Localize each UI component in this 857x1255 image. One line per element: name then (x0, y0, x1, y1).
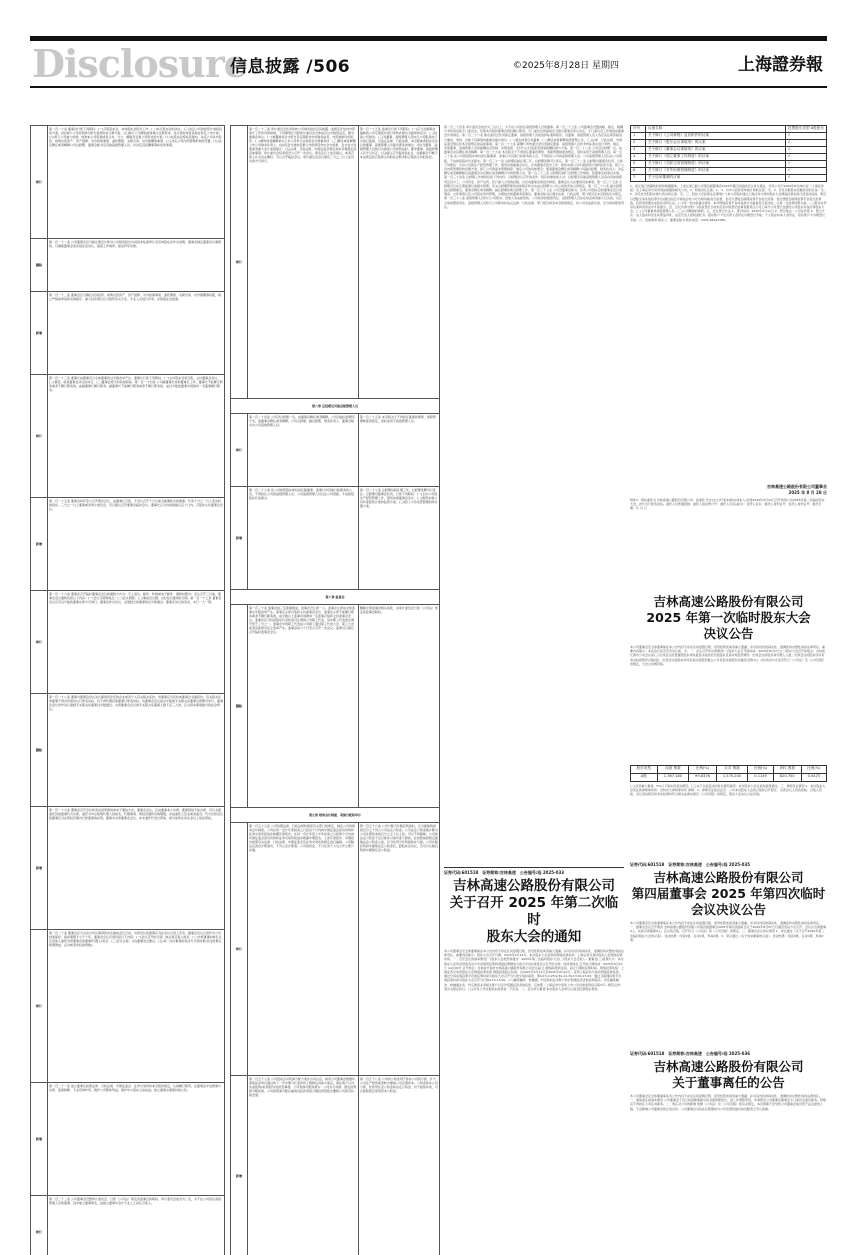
comparison-table-middle (230, 125, 440, 1255)
proposal-table: 序号 议案名称 投票股东类型 A股股东 1 关于修订《公司章程》及其附件的议案 √ 2 关于修订《股东会议事规则》的议案 √ 3 关于修订《董事会议事规则》的议案 √ 4 关于修订《独立董事工作制度》的议案 √ 5 关于修订《关联交易管理制度》的议案 √ 6 关于修订《对外担保管理制度》的议案 √ 7 关于选举董事的议案 √ (630, 125, 827, 182)
signature-date: 2025 年 8 月 28 日 (788, 490, 827, 495)
masthead (30, 42, 827, 88)
voting-results-table: 股东类型 同意 票数 比例(%) 反对 票数 比例(%) 弃权 票数 比例(%) A股 1,367,180 99.8376 1,570,200 0.1149 820,700 0.0475 (630, 765, 827, 782)
board-signature: 吉林高速公路股份有限公司董事会 (767, 484, 827, 489)
notice-code-line-3: 证券代码:601518 证券简称:吉林高速 公告编号:临 2025-036 (630, 1051, 751, 1056)
board-resolution-title: 吉林高速公路股份有限公司 第四届董事会 2025 年第四次临时 会议决议公告 (631, 870, 826, 917)
notice-code-line: 证券代码:601518 证券简称:吉林高速 公告编号:临 2025-033 (444, 870, 565, 875)
notice-code-line-2: 证券代码:601518 证券简称:吉林高速 公告编号:临 2025-035 (630, 862, 751, 867)
brand-title: Disclosure (32, 41, 247, 86)
articles-table: 修订 第一百一十条 董事会行使下列职权：(一)召集股东会，并向股东会报告工作；(二)执行股东会的决议；(三)决定公司的经营计划和投资方案；(四)制订公司的利润分配方案和弥补亏损方案；(五)制订公司增加或者减少注册资本、发行债券或者其他证券及上市方案；(六)拟订公司重大收购、收购本公司股票或者合并、分立、解散及变更公司形式的方案；(七)在股东会授权范围内，决定公司对外投资、收购出售资产、资产抵押、对外担保事项、委托理财、关联交易、对外捐赠等事项；(八)决定公司内部管理机构的设置；(九)决定聘任或者解聘公司总经理、董事会秘书及其他高级管理人员，并决定其报酬事项和奖惩事项。 删除 第一百一十一条 公司董事会应当就注册会计师对公司财务报告出具的非标准审计意见向股东会作出说明。董事会制定董事会议事规则，以确保董事会落实股东会决议，提高工作效率，保证科学决策。 新增 第一百一十二条 董事会应当确定对外投资、收购出售资产、资产抵押、对外担保事项、委托理财、关联交易、对外捐赠等权限，建立严格的审查和决策程序；重大投资项目应当组织有关专家、专业人员进行评审，并报股东会批准。 修订 第一百一十三条 董事长由董事会以全体董事的过半数选举产生。董事长行使下列职权：(一)主持股东会和召集、主持董事会会议；(二)督促、检查董事会决议的执行；(三)董事会授予的其他职权。第一百一十四条 公司副董事长协助董事长工作，董事长不能履行职务或者不履行职务的，由副董事长履行职务；副董事长不能履行职务或者不履行职务的，由过半数的董事共同推举一名董事履行职务。 新增 第一百一十五条 董事会每年至少召开两次会议，由董事长召集，于会议召开十日以前书面通知全体董事。代表十分之一以上表决权的股东、三分之一以上董事或者审计委员会，可以提议召开董事会临时会议。董事长应当自接到提议后十日内，召集和主持董事会会议。 修订 第一百一十六条 董事会召开临时董事会会议的通知方式为：专人送达、邮件、传真或电子邮件；通知时限为：会议召开三日前。董事会会议通知包括以下内容：(一)会议日期和地点；(二)会议期限；(三)事由及议题；(四)发出通知的日期。第一百一十七条 董事会会议应有过半数的董事出席方可举行。董事会作出决议，必须经全体董事的过半数通过。董事会决议的表决，实行一人一票。 删除 第一百一十八条 董事与董事会会议决议事项所涉及的企业或者个人有关联关系的，该董事应当及时向董事会书面报告。有关联关系的董事不得对该项决议行使表决权，也不得代理其他董事行使表决权。该董事会会议由过半数的无关联关系董事出席即可举行，董事会会议所作决议须经无关联关系董事过半数通过。出席董事会会议的无关联关系董事人数不足三人的，应当将该事项提交股东会审议。 新增 第一百一十九条 董事会召开会议和表决采用现场或电子通信方式。董事会会议，应由董事本人出席；董事因故不能出席，可以书面委托其他董事代为出席，委托书中应载明代理人的姓名，代理事项、授权范围和有效期限，并由委托人签名或者盖章。代为出席会议的董事应当在授权范围内行使董事的权利。董事未出席董事会会议，亦未委托代表出席的，视为放弃在该次会议上的投票权。 修订 第一百二十条 董事会应当对会议所议事项的决定做成会议记录，出席会议的董事应当在会议记录上签名。董事会会议记录作为公司档案保存，保存期限不少于十年。董事会会议记录包括以下内容：(一)会议召开的日期、地点和召集人姓名；(二)出席董事的姓名以及受他人委托出席董事会的董事(代理人)姓名；(三)会议议程；(四)董事发言要点；(五)每一决议事项的表决方式和结果(表决结果应载明赞成、反对或者弃权的票数)。 新增 第一百二十一条 独立董事应按照法律、行政法规、中国证监会、证券交易所和本章程的规定，认真履行职责，在董事会中发挥参与决策、监督制衡、专业咨询作用，维护公司整体利益，保护中小股东合法权益。独立董事必须保持独立性。 修订 第一百二十二条 公司董事会设置审计委员会，行使《公司法》规定的监事会的职权。审计委员会成员为三名，为不在公司担任高级管理人员的董事，其中独立董事两名，由独立董事中会计专业人士担任召集人。 (30, 125, 225, 1255)
director-resignation-title: 吉林高速公路股份有限公司 关于董事离任的公告 (653, 1059, 804, 1090)
meeting-notice-title: 吉林高速公路股份有限公司 关于召开 2025 年第二次临时 股东大会的通知 (449, 878, 619, 945)
newspaper-logo: 上海證券報 (738, 55, 823, 75)
section-title: 信息披露 /506 (230, 57, 351, 77)
page-content (30, 125, 827, 1255)
articles-table-2: 修订 第一百二十三条 审计委员会负责审核公司财务信息及其披露、监督及评估内外部审计工作和内部控制，下列事项应当经审计委员会全体成员过半数同意后，提交董事会审议：(一)披露财务会计报告及定期报告中的财务信息、内部控制评价报告；(二)聘用或者解聘承办上市公司审计业务的会计师事务所；(三)聘任或者解聘上市公司财务负责人；(四)因会计准则变更以外的原因作出会计政策、会计估计变更或者重大会计差错更正；(五)法律、行政法规、中国证监会规定和本章程规定的其他事项。审计委员会每季度至少召开一次会议。两名及以上成员提议，或者召集人认为有必要时，可以召开临时会议。审计委员会会议须有三分之二以上成员出席方可举行。 第一百一十五条 监事会行使下列职权：(一)应当对董事会编制的公司定期报告进行审核并提出书面审核意见；(二)检查公司财务；(三)对董事、高级管理人员执行公司职务的行为进行监督，对违反法律、行政法规、本章程或者股东会决议的董事、高级管理人员提出罢免的建议；(四)当董事、高级管理人员的行为损害公司的利益时，要求董事、高级管理人员予以纠正；(五)提议召开临时股东会，在董事会不履行本法规定的召集和主持股东会职责时召集和主持股东会。 第八章 总经理及其他高级管理人员 修订 第一百二十四条 公司设总经理一名，由董事会聘任或者解聘。公司设副总经理若干名，由董事会聘任或者解聘。公司总经理、副总经理、财务负责人、董事会秘书为公司高级管理人员。 第一百二十五条 本章程关于不得担任董事的情形、离职管理制度的规定，同时适用于高级管理人员。 新增 第一百二十六条 在公司控股股东单位担任除董事、监事以外其他行政职务的人员，不得担任公司的高级管理人员。公司高级管理人员仅在公司领薪，不由控股股东代发薪水。 第一百二十七条 总经理每届任期三年，总经理连聘可以连任。总经理对董事会负责，行使下列职权：(一)主持公司的生产经营管理工作，组织实施董事会决议；(二)组织实施公司年度经营计划和投资方案；(三)拟订公司内部管理机构设置方案。 第八章 监事会 删除 第一百三十条 监事会由三名监事组成，监事会设主席一人。监事会主席由全体监事过半数选举产生。监事会主席召集和主持监事会会议；监事会主席不能履行职务或者不履行职务的，由半数以上监事共同推举一名监事召集和主持监事会会议。监事会应当包括股东代表和适当比例的公司职工代表，其中职工代表的比例不低于三分之一。监事会中的职工代表由公司职工通过职工代表大会、职工大会或者其他形式民主选举产生。监事会每六个月至少召开一次会议。监事可以提议召开临时监事会会议。 删除全部监事会相关条款，由审计委员会行使《公司法》规定的监事会职权。 第九章 财务会计制度、利润分配和审计 修订 第一百五十五条 公司依照法律、行政法规和国家有关部门的规定，制定公司的财务会计制度。公司在每一会计年度结束之日起四个月内向中国证监会派出机构和证券交易所报送并披露年度报告，在每一会计年度上半年结束之日起两个月内向中国证监会派出机构和证券交易所报送并披露中期报告。上述年度报告、中期报告按照有关法律、行政法规、中国证监会及证券交易所的规定进行编制。公司除法定的会计账簿外，不另立会计账簿。公司的资金，不以任何个人名义开立账户存储。 第一百五十六条 公司分配当年税后利润时，应当提取利润的百分之十列入公司法定公积金。公司法定公积金累计额为公司注册资本的百分之五十以上的，可以不再提取。公司的法定公积金不足以弥补以前年度亏损的，在依照前款规定提取法定公积金之前，应当先用当年利润弥补亏损。公司从税后利润中提取法定公积金后，经股东会决议，还可以从税后利润中提取任意公积金。 新增 第一百五十七条 公司股东会对利润分配方案作出决议后，或者公司董事会根据年度股东会审议通过的下一年中期分红条件和上限制定具体方案后，须在两个月内完成股利(或者股份)的派发事项。公司利润分配政策为：公司实行持续、稳定的利润分配政策，公司的利润分配应重视对投资者的合理投资回报并兼顾公司的可持续发展。 第一百五十八条 公司的公积金用于弥补公司的亏损、扩大公司生产经营或者转为增加公司注册资本。公积金弥补公司亏损，先使用任意公积金和法定公积金；仍不能弥补的，可以按照规定使用资本公积金。 (230, 125, 440, 1255)
publication-date: ©2025年8月28日 星期四 (513, 61, 619, 71)
notice-column-middle: 第一百二十四条 审计委员会成员为三名以上，为不在公司担任高级管理人员的董事。第一百二十五条 公司董事会设置战略、提名、薪酬与考核等其他专门委员会，依照本章程和董事会授权履行职责。专门委员会的提案应当提交董事会审议决定。专门委员会工作规程由董事会负责制定。第一百二十六条 提名委员会负责拟定董事、高级管理人员的选择标准和程序，对董事、高级管理人员人选及其任职资格进行遴选、审核，并就下列事项向董事会提出建议：(一)提名或者任免董事；(二)聘任或者解聘高级管理人员；(三)法律、行政法规、中国证监会规定和本章程规定的其他事项。第一百二十七条 薪酬与考核委员会负责制定董事、高级管理人员的考核标准并进行考核，制定、审查董事、高级管理人员的薪酬决定机制、决策流程、支付与止付追索安排等薪酬政策与方案。第一百二十八条 公司设总经理一名，由董事会决定聘任或者解聘。第一百二十九条 本章程关于不得担任董事的情形、离职管理制度的规定，同时适用于高级管理人员。第一百三十条 在公司控股股东单位担任除董事、监事以外其他行政职务的人员，不得担任公司的高级管理人员。公司高级管理人员仅在公司领薪，不由控股股东代发薪水。第一百三十一条 总经理每届任期三年，总经理连聘可以连任。第一百三十二条 总经理对董事会负责，行使下列职权：主持公司的生产经营管理工作，组织实施董事会决议，并向董事会报告工作；组织实施公司年度经营计划和投资方案；拟订公司内部管理机构设置方案；拟订公司的基本管理制度；制定公司的具体规章；提请董事会聘任或者解聘公司副总经理、财务负责人；决定聘任或者解聘除应由董事会决定聘任或者解聘以外的管理人员。第一百三十三条 总经理应制订总经理工作细则，报董事会批准后实施。第一百三十四条 总经理工作细则包括下列内容：总经理会议召开的条件、程序和参加的人员；总经理及其他高级管理人员各自具体的职责及其分工；公司资金、资产运用，签订重大合同的权限，以及向董事会的报告制度；董事会认为必要的其他事项。第一百三十五条 总经理可以在任期届满以前提出辞职。有关总经理辞职的具体程序和办法由总经理与公司之间的劳动合同规定。第一百三十六条 副总经理由总经理提名，董事会聘任或者解聘。副总经理协助总经理工作。第一百三十七条 公司设董事会秘书，负责公司股东会和董事会会议的筹备、文件保管以及公司股东资料管理，办理信息披露事务等事宜。董事会秘书应遵守法律、行政法规、部门规章及本章程的有关规定。第一百三十八条 高级管理人员执行公司职务，给他人造成损害的，公司将承担赔偿责任；高级管理人员存在故意或者重大过失的，也应当承担赔偿责任。高级管理人员执行公司职务时违反法律、行政法规、部门规章或者本章程的规定，给公司造成损失的，应当承担赔偿责任。 证券代码:601518 证券简称:吉林高速 公告编号:临 2025-033 吉林高速公路股份有限公司 关于召开 2025 年第二次临时 股东大会的通知 本公司董事会及全体董事保证本公告内容不存在任何虚假记载、误导性陈述或者重大遗漏，并对其内容的真实性、准确性和完整性承担法律责任。重要内容提示：股东大会召开日期：2025年9月12日。本次股东大会采用的网络投票系统：上海证券交易所股东大会网络投票系统。一、召开会议的基本情况(一)股东大会类型和届次：2025年第二次临时股东大会(二)股东大会召集人：董事会(三)投票方式：本次股东大会所采用的表决方式是现场投票和网络投票相结合的方式(四)现场会议召开的日期、时间和地点 召开的日期时间：2025年9月12日 14点00分 召开地点：吉林省长春市吉林高速公路股份有限公司会议室(五)网络投票的系统、起止日期和投票时间。网络投票系统：上海证券交易所股东大会网络投票系统 网络投票起止时间：自2025年9月12日至2025年9月12日。采用上海证券交易所网络投票系统，通过交易系统投票平台的投票时间为股东大会召开当日的交易时间段，即9:15-9:25,9:30-11:30,13:00-15:00；通过互联网投票平台的投票时间为股东大会召开当日的9:15-15:00。(六)融资融券、转融通、约定购回业务账户和沪股通投资者的投票程序。涉及融资融券、转融通业务、约定购回业务相关账户以及沪股通投资者的投票，应按照《上海证券交易所上市公司自律监管指引第1号—规范运作》等有关规定执行。(七)涉及公开征集股东投票权：不涉及。二、会议审议事项 本次股东大会审议议案及投票股东类型。 (444, 125, 624, 991)
comparison-table-left (30, 125, 225, 1255)
notice-column-right: 序号 议案名称 投票股东类型 A股股东 1 关于修订《公司章程》及其附件的议案 √ 2 关于修订《股东会议事规则》的议案 √ 3 关于修订《董事会议事规则》的议案 √ 4 关于修订《独立董事工作制度》的议案 √ 5 关于修订《关联交易管理制度》的议案 √ 6 关于修订《对外担保管理制度》的议案 √ 7 关于选举董事的议案 √ 1、各议案已披露的时间和披露媒体。上述议案已经公司第四届董事会2025年第四次临时会议审议通过，详见公司于2025年8月28日在《上海证券报》及上海证券交易所网站披露的相关公告。2、特别决议议案：1。3、对中小投资者单独计票的议案：无。4、涉及关联股东回避表决的议案：无。5、涉及优先股股东参与表决的议案：无。三、股东大会投票注意事项(一)本公司股东通过上海证券交易所股东大会网络投票系统行使表决权的，既可以登陆交易系统投票平台(通过指定交易的证券公司交易终端)进行投票，也可以登陆互联网投票平台进行投票。首次登陆互联网投票平台进行投票的，投资者需要完成股东身份认证。(二)同一表决权通过现场、本所网络投票平台或其他方式重复进行表决的，以第一次投票结果为准。(三)股东对所有议案均表决完毕才能提交。四、会议出席对象(一)股权登记日收市后在中国登记结算有限责任公司上海分公司登记在册的公司股东有权出席股东大会。(二)公司董事和高级管理人员。(三)公司聘请的律师。五、会议登记方法 1、登记时间：2025年9月11日 2、登记地点：公司证券部 3、登记方式：法人股东持营业执照复印件、法定代表人授权委托书、股东账户卡及出席人身份证办理登记手续；个人股东持本人身份证、股东账户卡办理登记手续。六、其他事项 联系人：董事会秘书 联系电话：0431-84622188。 吉林高速公路股份有限公司董事会 2025 年 8 月 28 日 附件1：授权委托书 吉林高速公路股份有限公司：兹委托 先生(女士)代表本单位(或本人)出席2025年9月12日召开的贵公司2025年第二次临时股东大会，并代为行使表决权。委托人持普通股数：委托人股东账户号：委托人签名(盖章)：受托人签名：委托人身份证号：受托人身份证号：委托日期：年 月 日 吉林高速公路股份有限公司 2025 年第一次临时股东大会 决议公告 本公司董事会及全体董事保证本公告内容不存在任何虚假记载、误导性陈述或者重大遗漏，并对其内容的真实性、准确性和完整性承担法律责任。重要内容提示：本次会议是否有否决议案：无。一、会议召开和出席情况(一)股东大会召开的时间：2025年8月27日(二)股东大会召开的地点：吉林省长春市公司会议室(三)出席会议的普通股股东和恢复表决权的优先股股东及其持有股份情况：出席会议的股东和代理人人数；出席会议的股东所持有表决权的股份总数(股)；出席会议的股东所持有表决权股份数占公司有表决权股份总数的比例(%)。(四)表决方式是否符合《公司法》及《公司章程》的规定，大会主持情况等。 股东类型 同意 票数 比例(%) 反对 票数 比例(%) 弃权 票数 比例(%) A股 1,367,180 99.8376 1,570,200 0.1149 820,700 0.0475 (二)涉及重大事项，5%以下股东的表决情况。(三)关于议案表决的有关情况说明：本次股东大会议案均获得通过。三、律师见证情况 1、本次股东大会见证的律师事务所：吉林吉大律师事务所 律师：2、律师见证结论意见：公司本次股东大会的召集和召开程序、出席会议人员的资格、召集人资格、会议表决程序和表决结果均符合相关法律法规及《公司章程》的规定，股东大会决议合法有效。 证券代码:601518 证券简称:吉林高速 公告编号:临 2025-035 吉林高速公路股份有限公司 第四届董事会 2025 年第四次临时 会议决议公告 本公司董事会及全体董事保证本公告内容不存在任何虚假记载、误导性陈述或者重大遗漏，并对其内容的真实性、准确性和完整性承担法律责任。一、董事会会议召开情况 吉林高速公路股份有限公司第四届董事会2025年第四次临时会议于2025年8月27日以通讯表决方式召开。会议应出席董事9人，实际出席董事9人。会议的召集、召开符合《公司法》和《公司章程》的规定。二、董事会会议审议情况 1、审议通过《关于召开2025年第二次临时股东大会的议案》。表决结果：同意9票，反对0票，弃权0票。2、审议通过《关于选举董事的议案》。表决结果：同意9票，反对0票，弃权0票。 证券代码:601518 证券简称:吉林高速 公告编号:临 2025-036 吉林高速公路股份有限公司 关于董事离任的公告 本公司董事会及全体董事保证本公告内容不存在任何虚假记载、误导性陈述或者重大遗漏，并对其内容的真实性、准确性和完整性承担法律责任。一、提前离任的基本情况 公司董事会于近日收到董事提交的书面辞职报告，因工作调整原因，申请辞去公司董事及董事会专门委员会委员职务。辞职后不再担任公司任何职务。二、离任对公司的影响 根据《公司法》及《公司章程》的有关规定，本次辞职不会导致公司董事会成员低于法定最低人数，不会影响公司董事会的正常运作。公司董事会对其在任职期间为公司发展所做出的贡献表示衷心感谢。 (630, 126, 827, 1111)
resolution-notice-title: 吉林高速公路股份有限公司 2025 年第一次临时股东大会 决议公告 (646, 594, 811, 641)
